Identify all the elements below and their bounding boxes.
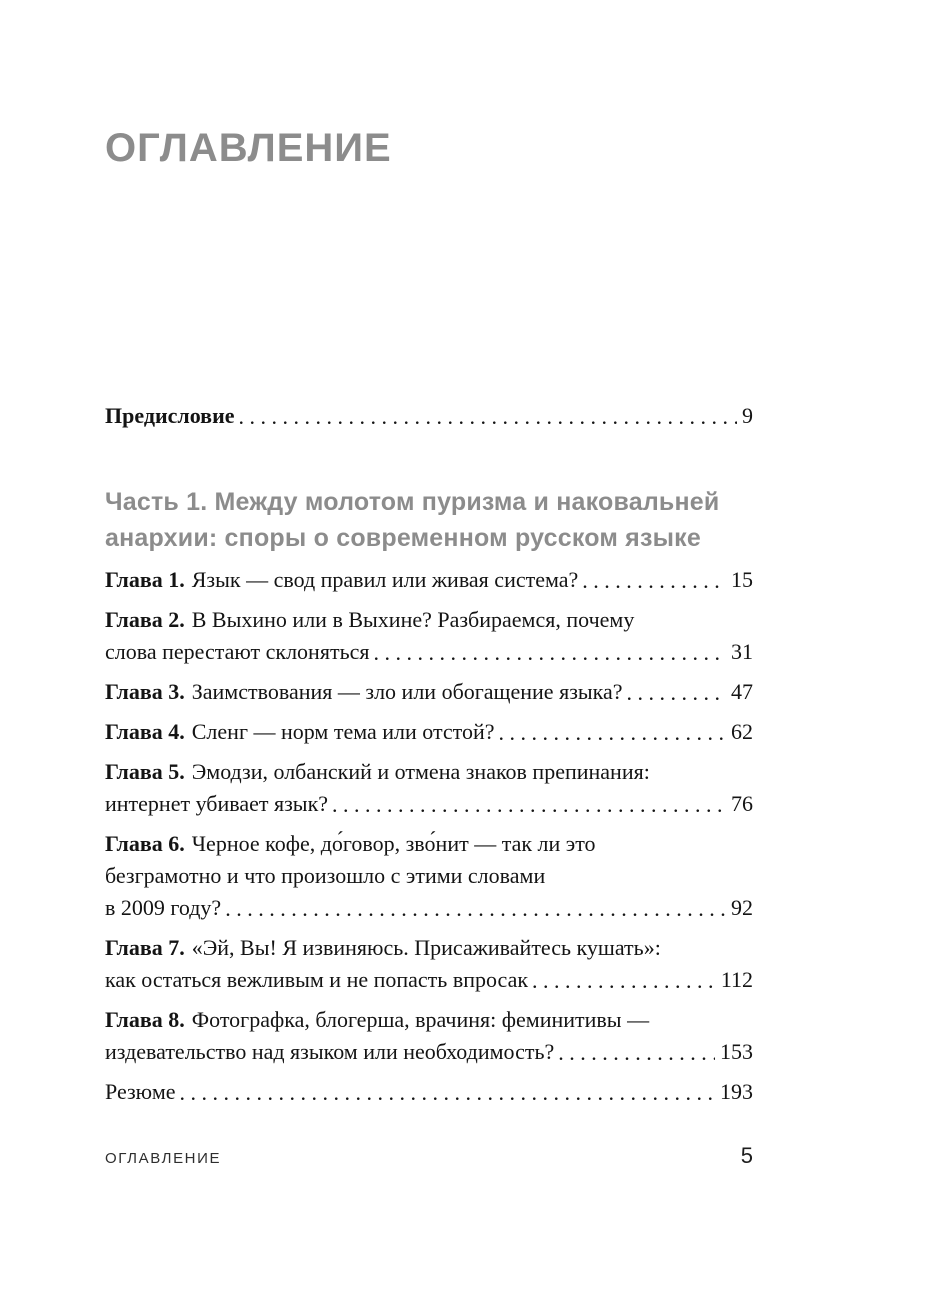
running-footer-label: ОГЛАВЛЕНИЕ: [105, 1150, 222, 1167]
chapter-title-line: [105, 932, 753, 964]
table-of-contents: [105, 0, 753, 1116]
chapter-title-line: [105, 860, 753, 892]
preface-label: Предисловие: [105, 403, 235, 428]
chapter-title-line: [105, 828, 753, 860]
page-number: 112: [720, 967, 753, 992]
toc-entry-chapter-2: [105, 604, 753, 668]
toc-entry-chapter-1: [105, 564, 753, 596]
part-heading-line-1: Часть 1. Между молотом пуризма и наковальней: [105, 488, 720, 516]
toc-entry-summary: [105, 1076, 753, 1108]
chapter-number: Глава 5.: [105, 759, 185, 784]
page-title: ОГЛАВЛЕНИЕ: [105, 126, 392, 170]
chapter-title: Черное кофе, до́говор, зво́нит — так ли это: [191, 831, 596, 856]
page-number: 31: [731, 639, 753, 664]
toc-entry-chapter-3: [105, 676, 753, 708]
chapter-title: В Выхино или в Выхине? Разбираемся, почему: [191, 607, 635, 632]
chapter-number: Глава 8.: [105, 1007, 185, 1032]
chapter-number: Глава 7.: [105, 935, 185, 960]
chapter-title-continued: как остаться вежливым и не попасть впросак: [105, 967, 529, 992]
page-footer: [105, 1143, 753, 1169]
chapter-title: Заимствования — зло или обогащение языка?: [191, 679, 623, 704]
chapter-title: Язык — свод правил или живая система?: [191, 567, 579, 592]
summary-label: Резюме: [105, 1079, 176, 1104]
dot-leader: [239, 401, 737, 423]
chapter-number: Глава 2.: [105, 607, 185, 632]
chapter-title-line: [105, 788, 753, 820]
chapter-title: «Эй, Вы! Я извиняюсь. Присаживайтесь кушать»:: [191, 935, 661, 960]
toc-entry-chapter-6: [105, 828, 753, 924]
folio-page-number: 5: [740, 1143, 753, 1168]
toc-entry-preface: [105, 400, 753, 432]
toc-entry-chapter-8: [105, 1004, 753, 1068]
chapter-title-continued: издевательство над языком или необходимость?: [105, 1039, 555, 1064]
dot-leader: [499, 717, 727, 739]
chapter-title-continued: в 2009 году?: [105, 895, 222, 920]
dot-leader: [582, 565, 726, 587]
chapter-title-line: [105, 1036, 753, 1068]
dot-leader: [373, 637, 726, 659]
part-heading-line-2: анархии: споры о современном русском языке: [105, 524, 701, 552]
page-number: 153: [720, 1039, 753, 1064]
page-number: 47: [731, 679, 753, 704]
page-number: 15: [731, 567, 753, 592]
toc-entry-chapter-5: [105, 756, 753, 820]
chapter-number: Глава 6.: [105, 831, 185, 856]
chapter-title-continued: слова перестают склоняться: [105, 639, 370, 664]
dot-leader: [532, 965, 716, 987]
part-heading: [105, 484, 753, 556]
chapter-number: Глава 3.: [105, 679, 185, 704]
chapter-title: Эмодзи, олбанский и отмена знаков препинания:: [191, 759, 650, 784]
chapter-title-line: [105, 604, 753, 636]
dot-leader: [225, 893, 726, 915]
dot-leader: [558, 1037, 715, 1059]
toc-entry-chapter-4: [105, 716, 753, 748]
chapter-number: Глава 1.: [105, 567, 185, 592]
chapter-number: Глава 4.: [105, 719, 185, 744]
toc-entry-chapter-7: [105, 932, 753, 996]
page-number: 92: [731, 895, 753, 920]
page-number: 76: [731, 791, 753, 816]
chapter-title: Сленг — норм тема или отстой?: [191, 719, 495, 744]
chapter-title-line: [105, 964, 753, 996]
chapter-title-line: [105, 892, 753, 924]
dot-leader: [332, 789, 726, 811]
chapter-title-line: [105, 756, 753, 788]
chapter-title-line: [105, 636, 753, 668]
chapter-title-continued: безграмотно и что произошло с этими словами: [105, 863, 546, 888]
page-number: 9: [742, 403, 753, 428]
chapter-title-continued: интернет убивает язык?: [105, 791, 329, 816]
dot-leader: [180, 1077, 715, 1099]
dot-leader: [627, 677, 726, 699]
page-number: 193: [720, 1079, 753, 1104]
page-number: 62: [731, 719, 753, 744]
chapter-title-line: [105, 1004, 753, 1036]
chapter-title: Фотографка, блогерша, врачиня: феминитивы —: [191, 1007, 650, 1032]
